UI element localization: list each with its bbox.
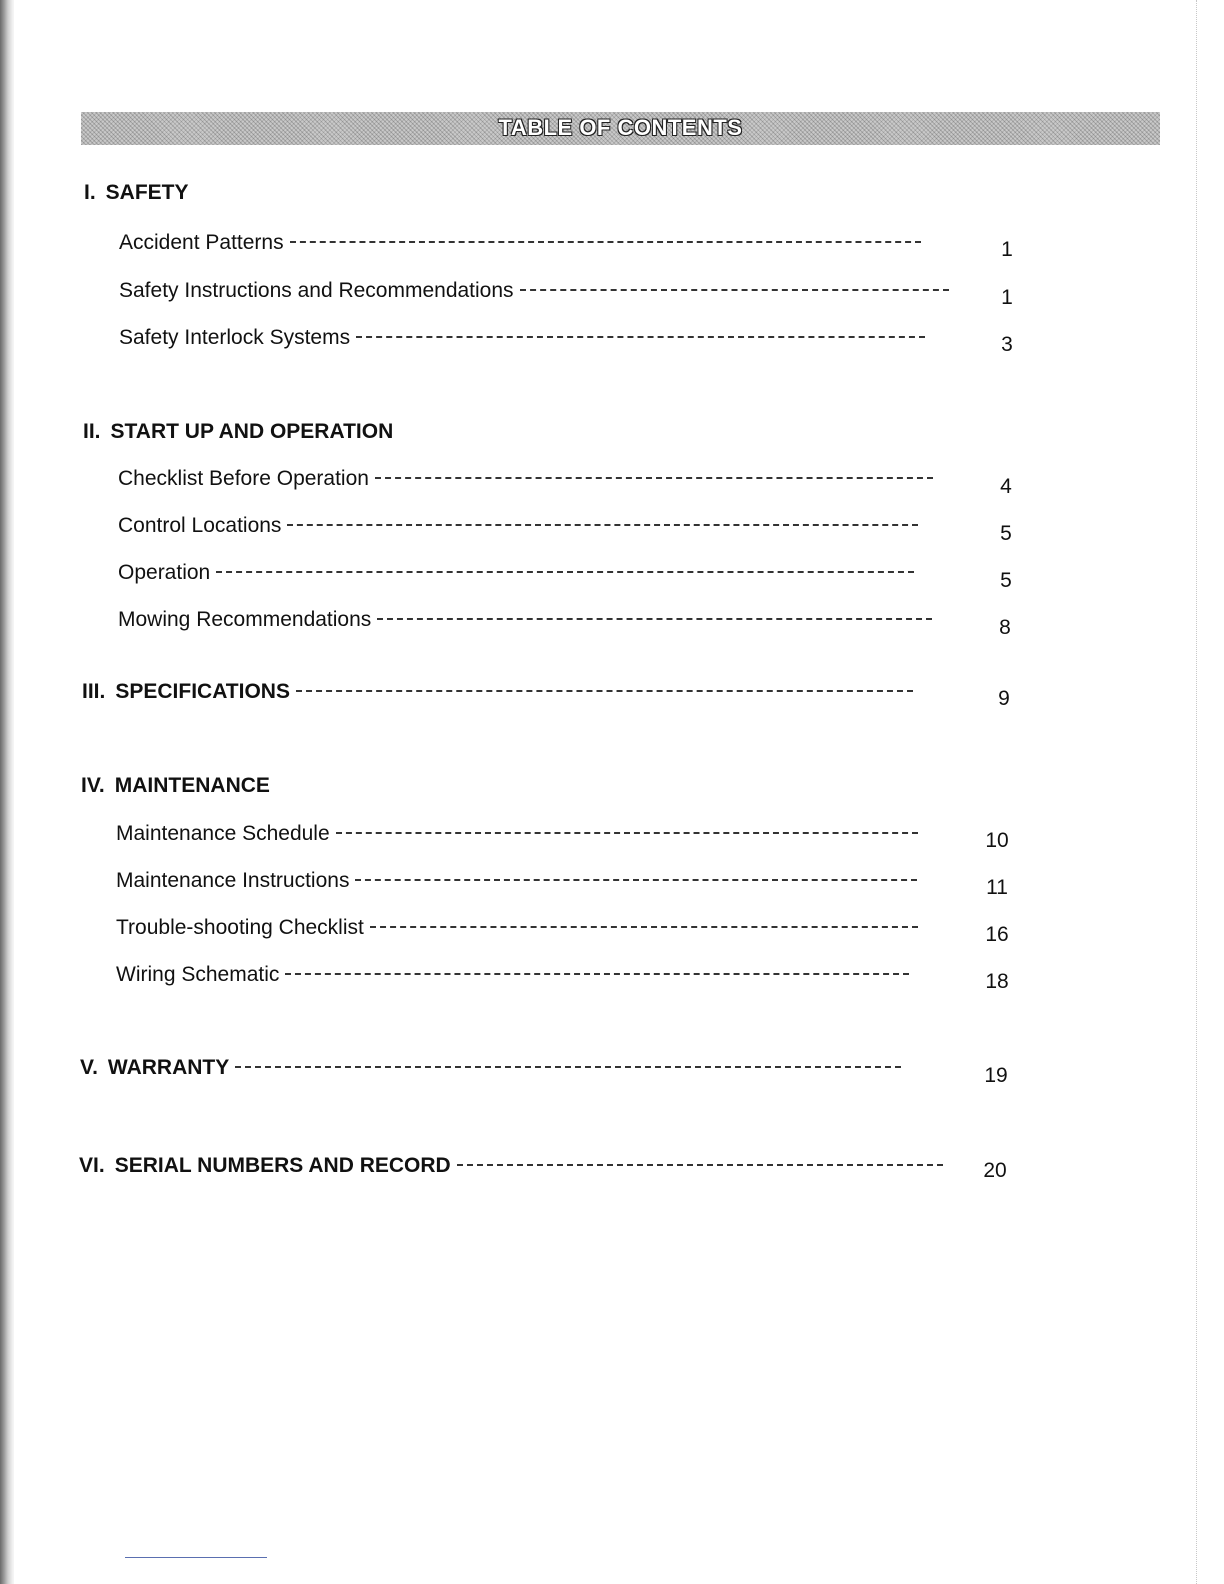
page-number: 5 (1000, 569, 1012, 592)
page-number: 10 (985, 829, 1009, 852)
page-title: TABLE OF CONTENTS (498, 115, 743, 140)
toc-entry-serial-numbers[interactable] (79, 1154, 943, 1178)
dot-leader (296, 690, 913, 692)
scan-edge-right (1196, 0, 1198, 1584)
page-number: 20 (983, 1159, 1007, 1182)
page-number: 19 (984, 1064, 1008, 1087)
dot-leader (370, 926, 918, 928)
toc-entry-wiring-schematic[interactable] (116, 963, 909, 987)
dot-leader (355, 879, 917, 881)
page-number: 1 (1001, 238, 1013, 261)
dot-leader (285, 973, 909, 975)
section-heading-maintenance (81, 774, 270, 798)
section-title: SAFETY (105, 181, 189, 204)
toc-entry-specifications[interactable] (82, 680, 913, 704)
section-heading-startup (83, 420, 393, 444)
toc-entry-safety-interlock[interactable] (119, 326, 925, 350)
entry-label: Maintenance Instructions (116, 869, 350, 892)
entry-label: Wiring Schematic (116, 963, 280, 986)
section-numeral: III. (82, 680, 106, 703)
dot-leader (235, 1066, 901, 1068)
toc-entry-control-locations[interactable] (118, 514, 918, 538)
entry-label: Trouble-shooting Checklist (116, 916, 364, 939)
page-number: 16 (985, 923, 1009, 946)
footer-rule (125, 1557, 267, 1558)
scan-edge-left (0, 0, 14, 1584)
toc-entry-troubleshooting[interactable] (116, 916, 918, 940)
section-numeral: I. (84, 181, 96, 204)
entry-label: Safety Interlock Systems (119, 326, 351, 349)
dot-leader (336, 832, 918, 834)
toc-entry-safety-instructions[interactable] (119, 279, 949, 303)
section-numeral: VI. (79, 1154, 105, 1177)
section-heading-serial-numbers (79, 1154, 451, 1178)
section-title: START UP AND OPERATION (110, 420, 394, 443)
dot-leader (375, 477, 933, 479)
dot-leader (216, 571, 914, 573)
section-heading-safety (84, 181, 189, 205)
dot-leader (377, 618, 932, 620)
entry-label: Accident Patterns (119, 231, 284, 254)
dot-leader (457, 1164, 943, 1166)
entry-label: Maintenance Schedule (116, 822, 330, 845)
page-number: 4 (1000, 475, 1012, 498)
section-numeral: II. (83, 420, 101, 443)
page-number: 8 (999, 616, 1011, 639)
section-title: SERIAL NUMBERS AND RECORD (114, 1154, 451, 1177)
entry-label: Safety Instructions and Recommendations (119, 279, 514, 302)
page-number: 9 (998, 687, 1010, 710)
section-title: MAINTENANCE (114, 774, 270, 797)
section-numeral: V. (80, 1056, 98, 1079)
toc-entry-maintenance-instructions[interactable] (116, 869, 917, 893)
page-number: 11 (986, 876, 1008, 899)
section-title: WARRANTY (107, 1056, 230, 1079)
dot-leader (290, 241, 921, 243)
toc-entry-mowing[interactable] (118, 608, 932, 632)
toc-entry-operation[interactable] (118, 561, 914, 585)
page-number: 3 (1001, 333, 1013, 356)
entry-label: Operation (118, 561, 211, 584)
section-title: SPECIFICATIONS (115, 680, 290, 703)
page-number: 18 (985, 970, 1009, 993)
toc-entry-checklist[interactable] (118, 467, 933, 491)
entry-label: Checklist Before Operation (118, 467, 369, 490)
page-number: 5 (1000, 522, 1012, 545)
dot-leader (287, 524, 918, 526)
toc-entry-warranty[interactable] (80, 1056, 901, 1080)
dot-leader (356, 336, 925, 338)
toc-entry-maintenance-schedule[interactable] (116, 822, 918, 846)
section-numeral: IV. (81, 774, 105, 797)
dot-leader (520, 289, 949, 291)
entry-label: Control Locations (118, 514, 282, 537)
page-number: 1 (1001, 286, 1013, 309)
entry-label: Mowing Recommendations (118, 608, 372, 631)
section-heading-specifications (82, 680, 290, 704)
toc-entry-accident-patterns[interactable] (119, 231, 921, 255)
title-banner (81, 112, 1160, 145)
section-heading-warranty (80, 1056, 229, 1080)
